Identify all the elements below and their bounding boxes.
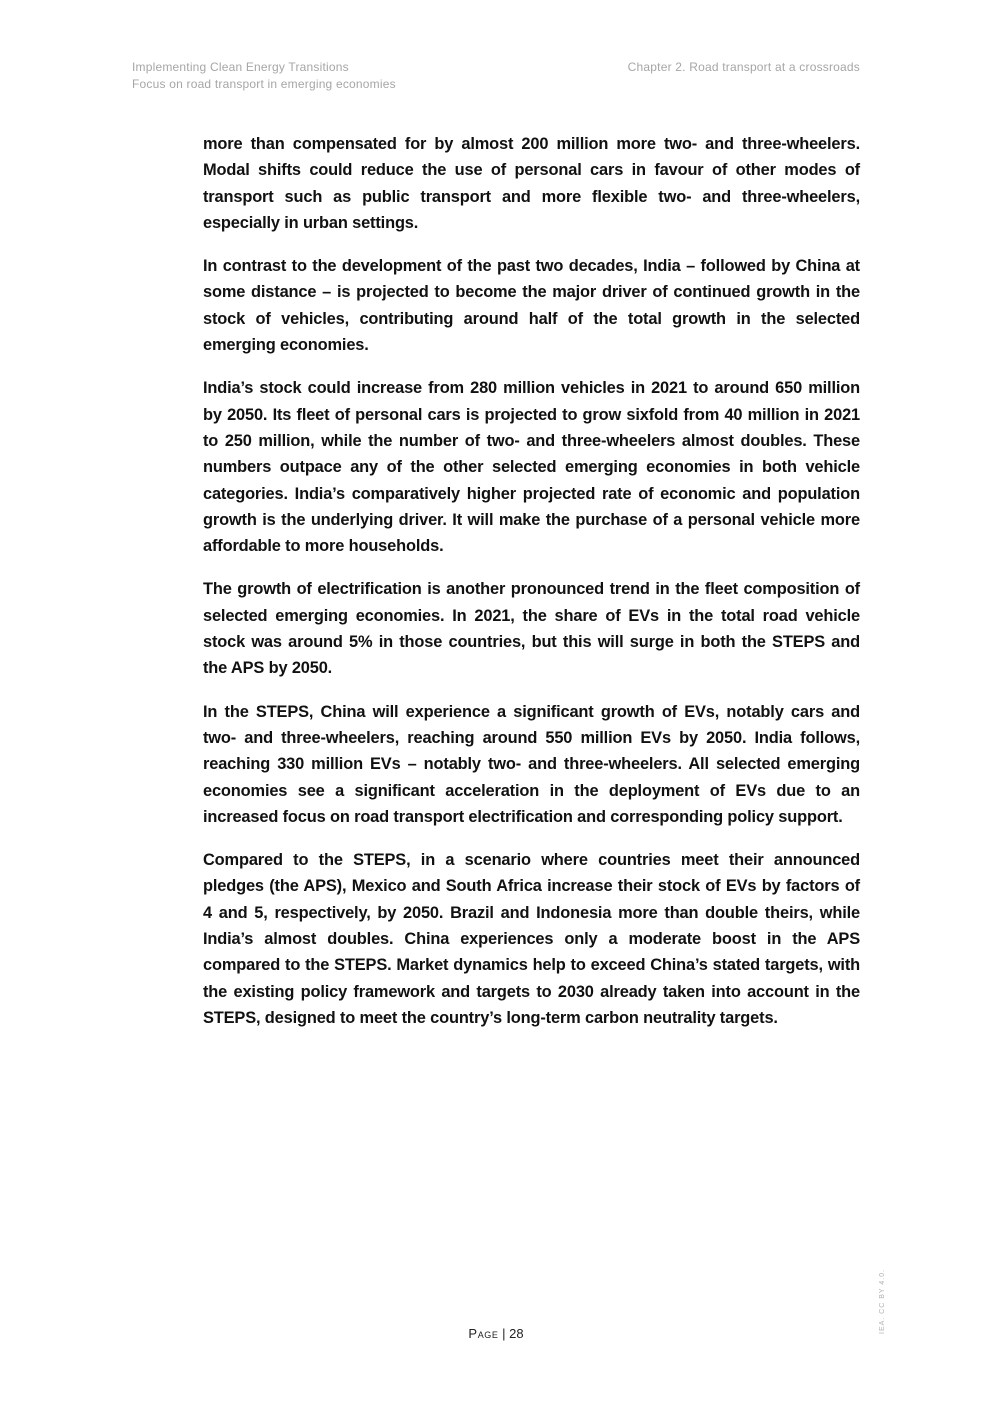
paragraph: The growth of electrification is another pronounced trend in the fleet composition of selected emerging economies. In 2021, the share of EVs in the total road vehicle stock was around 5% in those countries, but this will surge in both the STEPS and the APS by 2050. bbox=[203, 580, 860, 678]
paragraph: In the STEPS, China will experience a significant growth of EVs, notably cars and two- and three-wheelers, reaching around 550 million EVs by 2050. India follows, reaching 330 million EVs – notably two- and three-wheelers. All selected emerging economies see a significant acceleration in the deployment of EVs due to an increased focus on road transport electrification and corresponding policy support. bbox=[203, 702, 860, 826]
body-text bbox=[203, 131, 860, 1048]
paragraph: more than compensated for by almost 200 million more two- and three-wheelers. Modal shifts could reduce the use of personal cars in favour of other modes of transport such as public transport and more flexible two- and three-wheelers, especially in urban settings. bbox=[203, 135, 860, 232]
report-title: Implementing Clean Energy Transitions bbox=[132, 60, 349, 74]
paragraph: Compared to the STEPS, in a scenario where countries meet their announced pledges (the APS), Mexico and South Africa increase their stock of EVs by factors of 4 and 5, respectively, by 2050. Brazil and Indonesia more than double theirs, while India’s almost doubles. China experiences only a moderate boost in the APS compared to the STEPS. Market dynamics help to exceed China’s stated targets, with the existing policy framework and targets to 2030 already taken into account in the STEPS, designed to meet the country’s long-term carbon neutrality targets. bbox=[203, 851, 860, 1027]
page-label: Page bbox=[468, 1326, 499, 1341]
chapter-title: Chapter 2. Road transport at a crossroads bbox=[627, 60, 860, 74]
running-header-left bbox=[132, 59, 396, 93]
page-footer bbox=[0, 1326, 992, 1341]
paragraph: In contrast to the development of the past two decades, India – followed by China at some distance – is projected to become the major driver of continued growth in the stock of vehicles, contributing around half of the total growth in the selected emerging economies. bbox=[203, 257, 860, 355]
license-note: IEA. CC BY 4.0. bbox=[879, 1268, 886, 1334]
paragraph: India’s stock could increase from 280 million vehicles in 2021 to around 650 million by 2050. Its fleet of personal cars is projected to grow sixfold from 40 million in 2021 to 250 million, while the number of two- and three-wheelers almost doubles. These numbers outpace any of the other selected emerging economies in both vehicle categories. India’s comparatively higher projected rate of economic and population growth is the underlying driver. It will make the purchase of a personal vehicle more affordable to more households. bbox=[203, 379, 860, 556]
report-subtitle: Focus on road transport in emerging economies bbox=[132, 77, 396, 91]
page-separator: | bbox=[498, 1326, 510, 1341]
page-number: 28 bbox=[509, 1326, 524, 1341]
